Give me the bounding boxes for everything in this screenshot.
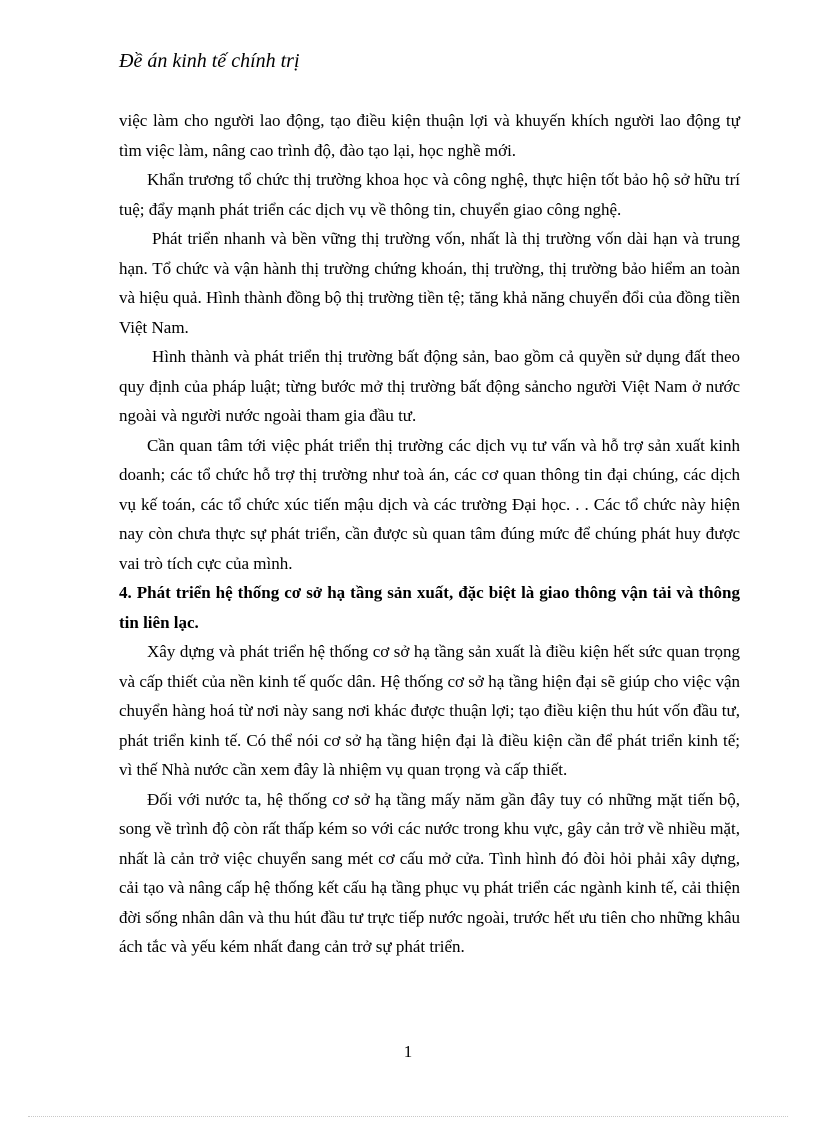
section-paragraph: Xây dựng và phát triển hệ thống cơ sở hạ tầng sản xuất là điều kiện hết sức quan trọng và cấp thiết của nền kinh tế quốc dân. Hệ thống cơ sở hạ tầng hiện đại sẽ giúp cho việc vận chuyển hàng hoá từ nơi này sang nơi khác được thuận lợi; tạo điều kiện thu hút vốn đầu tư, phát triển kinh tế. Có thể nói cơ sở hạ tầng hiện đại là điều kiện cần để phát triển kinh tế; vì thế Nhà nước cần xem đây là nhiệm vụ quan trọng và cấp thiết. bbox=[119, 642, 740, 779]
body-paragraph: Phát triển nhanh và bền vững thị trường vốn, nhất là thị trường vốn dài hạn và trung hạn. Tổ chức và vận hành thị trường chứng khoán, thị trường, thị trường bảo hiểm an toàn và hiệu quả. Hình thành đồng bộ thị trường tiền tệ; tăng khả năng chuyển đổi của đồng tiền Việt Nam. bbox=[119, 229, 740, 337]
document-body bbox=[119, 106, 740, 962]
body-paragraph: Khẩn trương tổ chức thị trường khoa học và công nghệ, thực hiện tốt bảo hộ sở hữu trí tuệ; đẩy mạnh phát triển các dịch vụ về thông tin, chuyển giao công nghệ. bbox=[119, 170, 740, 219]
section-heading: 4. Phát triển hệ thống cơ sở hạ tầng sản xuất, đặc biệt là giao thông vận tải và thông tin liên lạc. bbox=[119, 583, 740, 632]
body-paragraph: việc làm cho người lao động, tạo điều kiện thuận lợi và khuyến khích người lao động tự tìm việc làm, nâng cao trình độ, đào tạo lại, học nghề mới. bbox=[119, 111, 740, 160]
section-paragraph: Đối với nước ta, hệ thống cơ sở hạ tầng mấy năm gần đây tuy có những mặt tiến bộ, song về trình độ còn rất thấp kém so với các nước trong khu vực, gây cản trở về nhiều mặt, nhất là cản trở việc chuyển sang mét cơ cấu mở cửa. Tình hình đó đòi hỏi phải xây dựng, cải tạo và nâng cấp hệ thống kết cấu hạ tầng phục vụ phát triển các ngành kinh tế, cải thiện đời sống nhân dân và thu hút đầu tư trực tiếp nước ngoài, trước hết ưu tiên cho những khâu ách tắc và yếu kém nhất đang cản trở sự phát triển. bbox=[119, 789, 740, 956]
page-bottom-border bbox=[28, 1116, 788, 1117]
body-paragraph: Hình thành và phát triển thị trường bất động sản, bao gồm cả quyền sử dụng đất theo quy định của pháp luật; từng bước mở thị trường bất động sảncho người Việt Nam ở nước ngoài và người nước ngoài tham gia đầu tư. bbox=[119, 347, 740, 425]
body-paragraph: Cần quan tâm tới việc phát triển thị trường các dịch vụ tư vấn và hỗ trợ sản xuất kinh doanh; các tổ chức hỗ trợ thị trường như toà án, các cơ quan thông tin đại chúng, các dịch vụ kế toán, các tổ chức xúc tiến mậu dịch và các trường Đại học. . . Các tổ chức này hiện nay còn chưa thực sự phát triển, cần được sù quan tâm đúng mức để chúng phát huy được vai trò tích cực của mình. bbox=[119, 435, 740, 573]
document-header-title: Đề án kinh tế chính trị bbox=[119, 50, 300, 72]
page-number: 1 bbox=[403, 1042, 413, 1061]
